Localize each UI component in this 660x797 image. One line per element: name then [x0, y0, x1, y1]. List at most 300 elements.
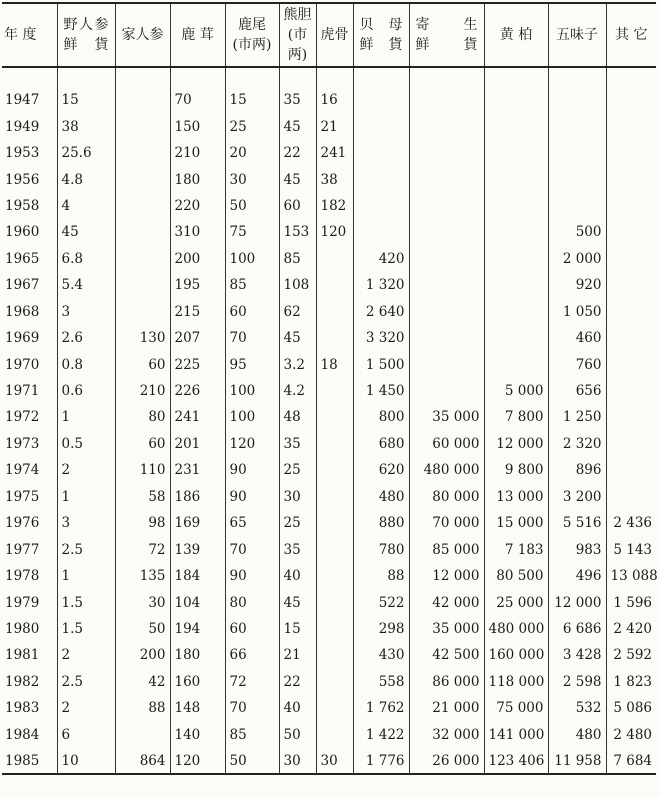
- column-header-label: 虎骨: [320, 27, 349, 43]
- table-cell: 100: [225, 246, 279, 272]
- table-cell: [353, 193, 409, 219]
- table-cell: [353, 113, 409, 139]
- table-cell: [484, 351, 548, 377]
- year-cell: 1960: [5, 224, 40, 241]
- table-cell: [316, 722, 353, 748]
- table-cell: 130: [115, 325, 170, 351]
- table-cell: [606, 351, 656, 377]
- table-cell: 120: [225, 431, 279, 457]
- table-cell: 12 000: [409, 563, 484, 589]
- table-cell: 0.8: [57, 351, 115, 377]
- table-cell: [316, 510, 353, 536]
- table-row: [2, 642, 656, 668]
- table-cell: 760: [548, 351, 606, 377]
- table-cell: 532: [548, 695, 606, 721]
- column-header: [409, 3, 484, 67]
- table-cell: 90: [225, 484, 279, 510]
- table-cell: 18: [316, 351, 353, 377]
- table-cell: 5 516: [548, 510, 606, 536]
- table-cell: 60: [225, 616, 279, 642]
- year-cell: 1968: [5, 303, 40, 320]
- table-cell: [409, 113, 484, 139]
- table-cell: 32 000: [409, 722, 484, 748]
- column-header: [484, 3, 548, 67]
- table-row: [2, 378, 656, 404]
- column-header-label: 鹿尾 (市两): [232, 17, 272, 53]
- table-cell: 2.6: [57, 325, 115, 351]
- table-row: [2, 351, 656, 377]
- table-cell: [316, 484, 353, 510]
- table-cell: 22: [279, 140, 316, 166]
- table-row: [2, 616, 656, 642]
- table-cell: 4.8: [57, 166, 115, 192]
- table-cell: 1 250: [548, 404, 606, 430]
- table-cell: 65: [225, 510, 279, 536]
- table-row: [2, 113, 656, 139]
- table-cell: 3: [57, 299, 115, 325]
- table-cell: [316, 378, 353, 404]
- table-cell: 40: [279, 695, 316, 721]
- table-cell: [316, 457, 353, 483]
- table-cell: 200: [170, 246, 225, 272]
- table-cell: 38: [57, 113, 115, 139]
- table-cell: [409, 299, 484, 325]
- year-cell: 1983: [5, 700, 40, 717]
- column-header: [57, 3, 115, 67]
- year-cell: 1965: [5, 250, 40, 267]
- table-cell: 30: [279, 484, 316, 510]
- table-cell: 500: [548, 219, 606, 245]
- table-cell: [409, 140, 484, 166]
- table-cell: 480: [548, 722, 606, 748]
- table-cell: [606, 219, 656, 245]
- table-cell: [115, 193, 170, 219]
- table-cell: 90: [225, 563, 279, 589]
- table-cell: 215: [170, 299, 225, 325]
- spacer-cell: [115, 67, 170, 87]
- table-row: [2, 722, 656, 748]
- table-cell: [316, 246, 353, 272]
- table-row: [2, 695, 656, 721]
- table-cell: 110: [115, 457, 170, 483]
- table-cell: [548, 140, 606, 166]
- table-cell: [316, 616, 353, 642]
- table-cell: 2 420: [606, 616, 656, 642]
- table-cell: [409, 378, 484, 404]
- table-cell: [409, 325, 484, 351]
- table-cell: 680: [353, 431, 409, 457]
- table-cell: 522: [353, 589, 409, 615]
- table-cell: 241: [170, 404, 225, 430]
- table-cell: 496: [548, 563, 606, 589]
- table-cell: 45: [279, 113, 316, 139]
- year-cell: 1977: [5, 541, 40, 558]
- table-cell: 123 406: [484, 748, 548, 774]
- table-cell: 9 800: [484, 457, 548, 483]
- spacer-cell: [409, 67, 484, 87]
- table-cell: 30: [115, 589, 170, 615]
- table-cell: 2 592: [606, 642, 656, 668]
- table-cell: [316, 563, 353, 589]
- table-cell: [484, 140, 548, 166]
- table-row: [2, 510, 656, 536]
- table-cell: 148: [170, 695, 225, 721]
- table-cell: 226: [170, 378, 225, 404]
- table-cell: 7 800: [484, 404, 548, 430]
- table-cell: 11 958: [548, 748, 606, 774]
- table-row: [2, 457, 656, 483]
- table-cell: 620: [353, 457, 409, 483]
- table-cell: 80: [225, 589, 279, 615]
- table-cell: [606, 404, 656, 430]
- table-cell: 5 086: [606, 695, 656, 721]
- table-row: [2, 193, 656, 219]
- table-cell: 25.6: [57, 140, 115, 166]
- table-cell: 100: [225, 378, 279, 404]
- table-cell: 880: [353, 510, 409, 536]
- table-cell: 180: [170, 166, 225, 192]
- table-cell: 45: [279, 589, 316, 615]
- table-cell: 1 500: [353, 351, 409, 377]
- table-cell: 35: [279, 87, 316, 113]
- table-cell: [353, 87, 409, 113]
- column-header: [115, 3, 170, 67]
- page: [2, 2, 658, 795]
- table-cell: 25: [279, 457, 316, 483]
- table-cell: 15: [279, 616, 316, 642]
- table-cell: 1: [57, 563, 115, 589]
- column-header-label: 五味子: [556, 27, 598, 43]
- table-cell: [606, 246, 656, 272]
- table-cell: 15: [57, 87, 115, 113]
- year-cell: 1976: [5, 515, 40, 532]
- table-cell: 220: [170, 193, 225, 219]
- table-cell: 160: [170, 669, 225, 695]
- table-cell: 88: [115, 695, 170, 721]
- table-cell: 920: [548, 272, 606, 298]
- table-cell: [409, 272, 484, 298]
- year-cell: 1978: [5, 568, 40, 585]
- table-cell: 42 500: [409, 642, 484, 668]
- table-cell: 22: [279, 669, 316, 695]
- table-cell: [353, 219, 409, 245]
- table-cell: 45: [279, 166, 316, 192]
- table-cell: 85: [225, 722, 279, 748]
- table-cell: 2 000: [548, 246, 606, 272]
- table-cell: 1 422: [353, 722, 409, 748]
- table-cell: 480: [353, 484, 409, 510]
- table-cell: 182: [316, 193, 353, 219]
- table-cell: 3: [57, 510, 115, 536]
- table-cell: [606, 87, 656, 113]
- table-cell: [484, 299, 548, 325]
- table-cell: 120: [170, 748, 225, 774]
- table-cell: 10: [57, 748, 115, 774]
- table-cell: 2: [57, 695, 115, 721]
- table-cell: 195: [170, 272, 225, 298]
- table-cell: 864: [115, 748, 170, 774]
- table-cell: 1.5: [57, 589, 115, 615]
- column-header-label: 寄 生 鲜 貨: [415, 17, 478, 53]
- table-cell: 200: [115, 642, 170, 668]
- table-cell: 70 000: [409, 510, 484, 536]
- table-cell: 30: [279, 748, 316, 774]
- spacer-cell: [484, 67, 548, 87]
- table-cell: 2: [57, 457, 115, 483]
- year-cell: 1969: [5, 330, 40, 347]
- table-cell: 3 200: [548, 484, 606, 510]
- year-cell: 1980: [5, 620, 40, 637]
- table-cell: 1 320: [353, 272, 409, 298]
- header-row: [2, 3, 656, 67]
- column-header-label: 野人参 鲜 貨: [63, 17, 109, 53]
- table-cell: [409, 166, 484, 192]
- table-cell: 1 450: [353, 378, 409, 404]
- table-cell: 80: [115, 404, 170, 430]
- table-cell: 298: [353, 616, 409, 642]
- table-cell: [316, 404, 353, 430]
- table-cell: 150: [170, 113, 225, 139]
- table-cell: 430: [353, 642, 409, 668]
- table-cell: 1 050: [548, 299, 606, 325]
- year-cell: 1971: [5, 383, 40, 400]
- table-cell: [115, 87, 170, 113]
- table-cell: [606, 484, 656, 510]
- table-cell: 75: [225, 219, 279, 245]
- table-header: [2, 3, 656, 67]
- table-cell: [316, 589, 353, 615]
- table-cell: [548, 166, 606, 192]
- year-cell: 1947: [5, 92, 40, 109]
- year-cell: 1979: [5, 594, 40, 611]
- table-cell: [606, 140, 656, 166]
- table-cell: 62: [279, 299, 316, 325]
- table-cell: [115, 219, 170, 245]
- table-cell: [316, 325, 353, 351]
- table-row: [2, 404, 656, 430]
- table-row: [2, 219, 656, 245]
- table-row: [2, 536, 656, 562]
- table-cell: 558: [353, 669, 409, 695]
- table-cell: 160 000: [484, 642, 548, 668]
- table-cell: 141 000: [484, 722, 548, 748]
- column-header: [279, 3, 316, 67]
- table-cell: 25 000: [484, 589, 548, 615]
- table-cell: 169: [170, 510, 225, 536]
- table-cell: 1 762: [353, 695, 409, 721]
- table-cell: 30: [225, 166, 279, 192]
- table-cell: [606, 113, 656, 139]
- year-cell: 1953: [5, 145, 40, 162]
- spacer-cell: [316, 67, 353, 87]
- table-body: [2, 67, 656, 774]
- column-header-label: 家人参: [121, 27, 164, 43]
- table-cell: [409, 219, 484, 245]
- year-cell: 1981: [5, 647, 40, 664]
- table-cell: 70: [225, 695, 279, 721]
- table-cell: 780: [353, 536, 409, 562]
- table-cell: 42: [115, 669, 170, 695]
- table-cell: 13 000: [484, 484, 548, 510]
- table-cell: 5 143: [606, 536, 656, 562]
- table-cell: [606, 378, 656, 404]
- table-cell: 12 000: [548, 589, 606, 615]
- table-cell: 4: [57, 193, 115, 219]
- table-cell: 983: [548, 536, 606, 562]
- table-cell: 60 000: [409, 431, 484, 457]
- table-cell: 60: [115, 431, 170, 457]
- table-cell: [484, 166, 548, 192]
- table-cell: 180: [170, 642, 225, 668]
- table-cell: 3 428: [548, 642, 606, 668]
- table-cell: 7 183: [484, 536, 548, 562]
- table-cell: 35: [279, 431, 316, 457]
- table-cell: 60: [115, 351, 170, 377]
- table-cell: [484, 219, 548, 245]
- table-cell: 0.5: [57, 431, 115, 457]
- year-cell: 1972: [5, 409, 40, 426]
- table-cell: 70: [225, 325, 279, 351]
- table-row: [2, 272, 656, 298]
- table-cell: 42 000: [409, 589, 484, 615]
- year-cell: 1970: [5, 356, 40, 373]
- year-cell: 1975: [5, 488, 40, 505]
- table-cell: 50: [115, 616, 170, 642]
- table-cell: 800: [353, 404, 409, 430]
- table-cell: 656: [548, 378, 606, 404]
- table-cell: [484, 272, 548, 298]
- table-row: [2, 246, 656, 272]
- table-row: [2, 325, 656, 351]
- table-cell: 80 500: [484, 563, 548, 589]
- table-cell: 1: [57, 484, 115, 510]
- table-cell: 50: [225, 193, 279, 219]
- table-cell: 104: [170, 589, 225, 615]
- table-cell: 420: [353, 246, 409, 272]
- table-cell: [484, 246, 548, 272]
- table-cell: [115, 272, 170, 298]
- year-cell: 1984: [5, 726, 40, 743]
- table-cell: 241: [316, 140, 353, 166]
- table-cell: [548, 113, 606, 139]
- table-cell: 26 000: [409, 748, 484, 774]
- table-cell: [484, 87, 548, 113]
- table-cell: 85: [225, 272, 279, 298]
- table-row: [2, 87, 656, 113]
- table-cell: 21: [316, 113, 353, 139]
- year-cell: 1973: [5, 435, 40, 452]
- table-cell: 50: [279, 722, 316, 748]
- table-cell: 60: [225, 299, 279, 325]
- year-cell: 1956: [5, 171, 40, 188]
- table-cell: [606, 457, 656, 483]
- table-cell: 50: [225, 748, 279, 774]
- table-cell: 194: [170, 616, 225, 642]
- table-cell: 480 000: [409, 457, 484, 483]
- table-cell: 45: [57, 219, 115, 245]
- table-cell: 5.4: [57, 272, 115, 298]
- table-cell: [115, 722, 170, 748]
- table-cell: 85: [279, 246, 316, 272]
- table-cell: 1 823: [606, 669, 656, 695]
- column-header-label: 鹿 茸: [181, 27, 214, 43]
- table-cell: 90: [225, 457, 279, 483]
- table-cell: [316, 669, 353, 695]
- table-cell: 139: [170, 536, 225, 562]
- column-header: [606, 3, 656, 67]
- table-cell: [606, 299, 656, 325]
- table-cell: 186: [170, 484, 225, 510]
- table-cell: 58: [115, 484, 170, 510]
- column-header-label: 其 它: [615, 27, 648, 43]
- year-cell: 1982: [5, 673, 40, 690]
- table-cell: 6 686: [548, 616, 606, 642]
- column-header-label: 贝 母 鲜 貨: [359, 17, 403, 53]
- table-cell: 1 776: [353, 748, 409, 774]
- table-row: [2, 140, 656, 166]
- table-cell: 2: [57, 642, 115, 668]
- column-header: [316, 3, 353, 67]
- table-cell: [115, 299, 170, 325]
- table-cell: [606, 325, 656, 351]
- table-cell: [316, 431, 353, 457]
- table-cell: [409, 87, 484, 113]
- table-cell: 72: [115, 536, 170, 562]
- column-header-label: 熊胆 (市 两): [283, 7, 312, 63]
- table-cell: 15: [225, 87, 279, 113]
- table-cell: 2 320: [548, 431, 606, 457]
- table-cell: 210: [170, 140, 225, 166]
- table-cell: 120: [316, 219, 353, 245]
- table-cell: [353, 140, 409, 166]
- table-cell: 72: [225, 669, 279, 695]
- table-cell: 70: [170, 87, 225, 113]
- table-cell: 45: [279, 325, 316, 351]
- table-cell: 310: [170, 219, 225, 245]
- table-cell: 25: [279, 510, 316, 536]
- table-cell: 460: [548, 325, 606, 351]
- table-cell: [484, 113, 548, 139]
- table-cell: 480 000: [484, 616, 548, 642]
- table-cell: 98: [115, 510, 170, 536]
- table-cell: [353, 166, 409, 192]
- table-cell: 35 000: [409, 616, 484, 642]
- table-cell: 0.6: [57, 378, 115, 404]
- table-cell: [484, 193, 548, 219]
- table-cell: [548, 87, 606, 113]
- table-cell: 21: [279, 642, 316, 668]
- table-cell: 1: [57, 404, 115, 430]
- column-header: [548, 3, 606, 67]
- table-cell: 35: [279, 536, 316, 562]
- table-cell: 2 640: [353, 299, 409, 325]
- table-cell: 184: [170, 563, 225, 589]
- table-cell: [606, 431, 656, 457]
- table-row: [2, 299, 656, 325]
- table-cell: 2 436: [606, 510, 656, 536]
- table-cell: 70: [225, 536, 279, 562]
- table-cell: 118 000: [484, 669, 548, 695]
- table-cell: 100: [225, 404, 279, 430]
- year-cell: 1967: [5, 277, 40, 294]
- table-cell: [409, 246, 484, 272]
- data-table: [2, 2, 656, 775]
- table-cell: 86 000: [409, 669, 484, 695]
- table-cell: 16: [316, 87, 353, 113]
- table-cell: 108: [279, 272, 316, 298]
- year-cell: 1985: [2, 748, 57, 774]
- table-cell: 207: [170, 325, 225, 351]
